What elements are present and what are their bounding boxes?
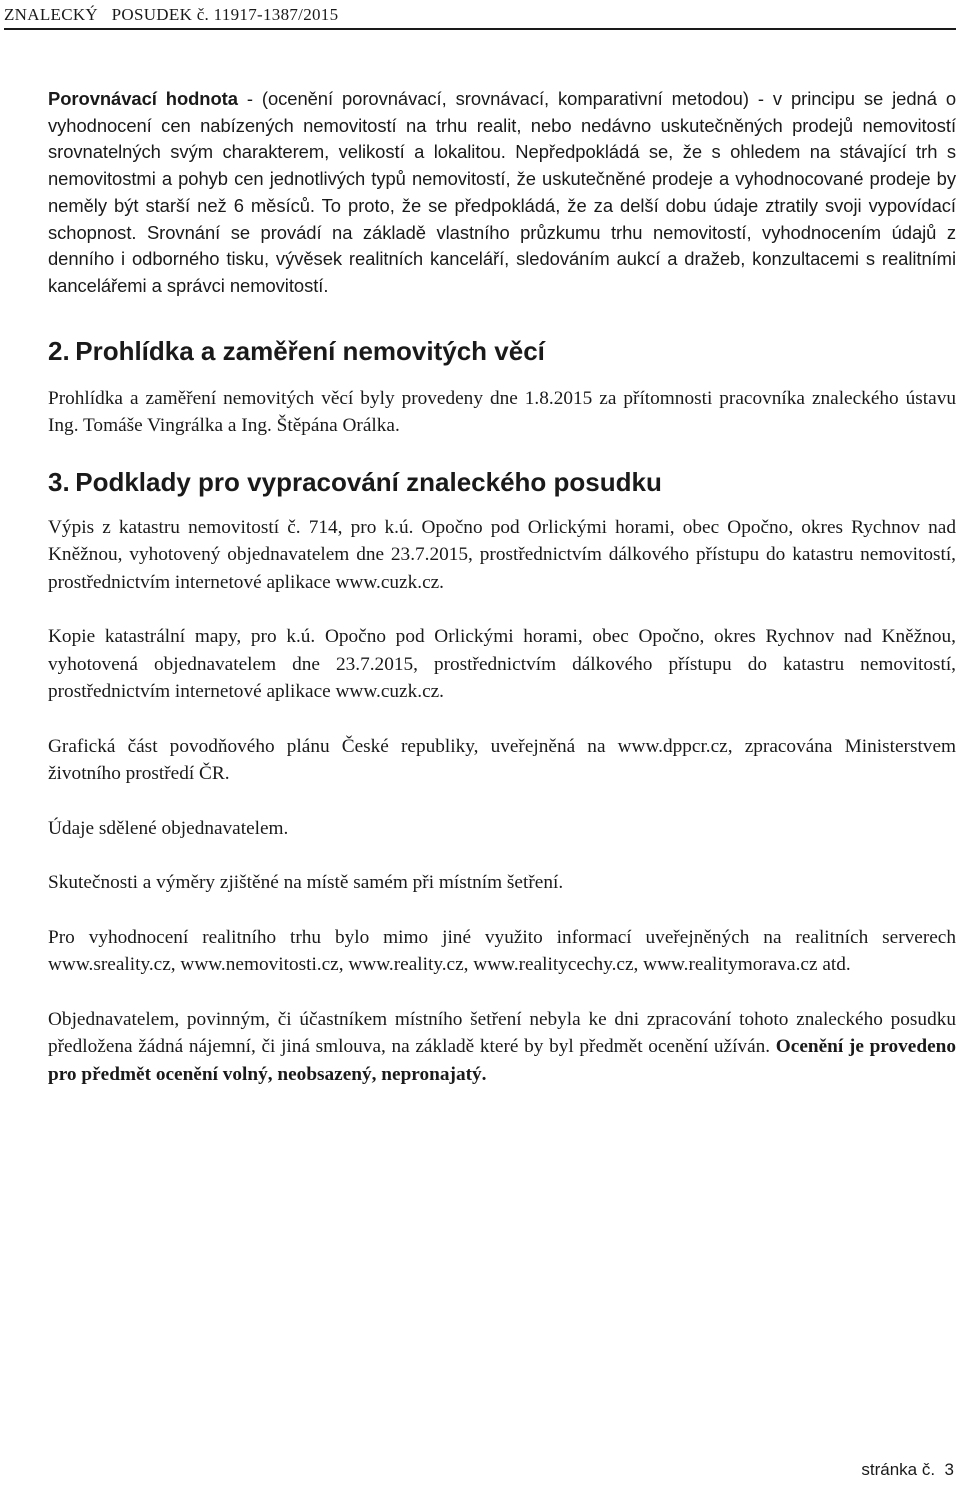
lease-statement-conclusion: Ocenění je provedeno pro předmět ocenění volný, neobsazený, nepronajatý.: [48, 1036, 956, 1085]
source-onsite-findings: Skutečnosti a výměry zjištěné na místě samém při místním šetření.: [48, 872, 564, 894]
intro-sentence-4: Srovnání se provádí na základě vlastního průzkumu trhu nemovitostí, vyhodnocením údajů z denního i odborného tisku, vývěsek realitních kanceláří, sledováním aukcí a dražeb, konzultacemi s realitními kancelářemi a správci nemovitostí.: [48, 221, 956, 296]
document-header: [4, 2, 956, 30]
section-3-heading: [48, 466, 956, 498]
intro-sentence-2: Nepředpokládá se, že s ohledem na stávající trh s nemovitostmi a pohyb cen jednotlivých typů nemovitostí, že uskutečněné prodeje a vyhodnocované prodeje by neměly být starší než 6 měsíců.: [48, 141, 956, 216]
lease-statement-paragraph: [48, 1006, 956, 1089]
lease-statement-text: Objednavatelem, povinným, či účastníkem místního šetření nebyla ke dni zpracování tohoto znaleckého posudku předložena žádná nájemní, či jiná smlouva, na základě které by byl předmět ocenění užíván.: [48, 1008, 956, 1058]
section-3-number: 3.: [48, 466, 70, 497]
intro-sentence-3: To proto, že se předpokládá, že za delší dobu údaje ztratily svoji vypovídací schopnost.: [48, 194, 956, 243]
source-cadastre-extract: Výpis z katastru nemovitostí č. 714, pro k.ú. Opočno pod Orlickými horami, obec Opočno, okres Rychnov nad Kněžnou, vyhotovený objednavatelem dne 23.7.2015, prostřednictvím dálkového přístupu do katastru nemovitostí, prostřednictvím internetové aplikace www.cuzk.cz.: [48, 516, 956, 593]
section-2-heading: [48, 335, 956, 367]
header-title: ZNALECKÝ POSUDEK č. 11917-1387/2015: [4, 5, 339, 24]
source-cadastral-map: Kopie katastrální mapy, pro k.ú. Opočno pod Orlickými horami, obec Opočno, okres Rychnov nad Kněžnou, vyhotovená objednavatelem dne 23.7.2015, prostřednictvím dálkového přístupu do katastru nemovitostí, prostřednictvím internetové aplikace www.cuzk.cz.: [48, 626, 956, 703]
section-2-title: Prohlídka a zaměření nemovitých věcí: [75, 335, 545, 366]
page-number: stránka č. 3: [861, 1460, 954, 1479]
intro-sentence-1: - (ocenění porovnávací, srovnávací, komparativní metodou) - v principu se jedná o vyhodnocení cen nabízených nemovitostí na trhu realit, nebo nedávno uskutečněných prodejů nemovitostí srovnatelných svým charakterem, velikostí a lokalitou.: [48, 88, 956, 163]
source-real-estate-servers: Pro vyhodnocení realitního trhu bylo mimo jiné využito informací uveřejněných na realitních serverech www.sreality.cz, www.nemovitosti.cz, www.reality.cz, www.realitycechy.cz, www.realitymorava.cz atd.: [48, 926, 956, 976]
page-content: [48, 86, 956, 1088]
source-flood-plan: Grafická část povodňového plánu České republiky, uveřejněná na www.dppcr.cz, zpracována Ministerstvem životního prostředí ČR.: [48, 735, 956, 785]
section-2-number: 2.: [48, 335, 70, 366]
inspection-paragraph: Prohlídka a zaměření nemovitých věcí byly provedeny dne 1.8.2015 za přítomnosti pracovníka znaleckého ústavu Ing. Tomáše Vingrálka a Ing. Štěpána Orálka.: [48, 387, 956, 437]
section-3-title: Podklady pro vypracování znaleckého posudku: [75, 466, 662, 497]
comparative-value-paragraph: [48, 86, 956, 300]
comparative-value-term: Porovnávací hodnota: [48, 88, 238, 109]
source-client-data: Údaje sdělené objednavatelem.: [48, 817, 289, 839]
